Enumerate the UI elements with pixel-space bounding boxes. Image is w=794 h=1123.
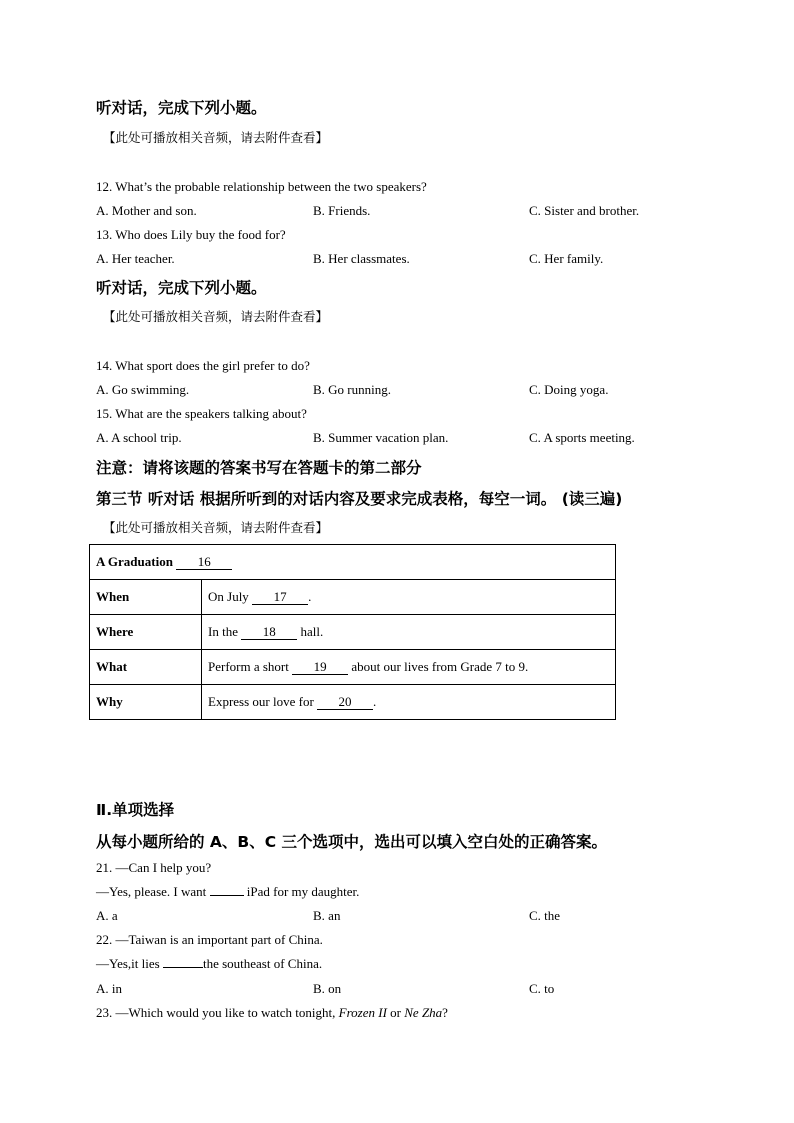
q12-option-c: C. Sister and brother. <box>529 203 640 218</box>
section-heading-1: 听对话，完成下列小题。 <box>96 99 267 117</box>
q14-option-a: A. Go swimming. <box>96 382 190 397</box>
row-text: Perform a short <box>208 658 293 674</box>
audio-note-2[interactable]: 【此处可播放相关音频，请去附件查看】 <box>103 309 329 324</box>
table-title-row <box>90 545 616 580</box>
q14-option-c: C. Doing yoga. <box>529 382 609 397</box>
table-row <box>90 615 616 650</box>
q21-text-pre: —Yes, please. I want <box>96 884 210 899</box>
q13-option-c: C. Her family. <box>529 251 604 266</box>
q22-text-post: the southeast of China. <box>202 956 323 971</box>
q23-movie-1: Frozen II <box>338 1005 387 1020</box>
q22-option-a: A. in <box>96 981 122 996</box>
blank-16: 16 <box>176 555 232 570</box>
question-22: 22. —Taiwan is an important part of China. <box>96 932 323 947</box>
q22-option-c: C. to <box>529 981 555 996</box>
row-key-when: When <box>90 580 202 615</box>
table-row <box>90 580 616 615</box>
blank-20: 20 <box>317 695 373 710</box>
section-heading-2: 听对话，完成下列小题。 <box>96 279 267 297</box>
q13-option-b: B. Her classmates. <box>313 251 410 266</box>
question-21: 21. —Can I help you? <box>96 860 212 875</box>
part2-heading: Ⅱ.单项选择 <box>96 801 175 819</box>
table-row <box>90 650 616 685</box>
question-14: 14. What sport does the girl prefer to do? <box>96 358 310 373</box>
question-22-line2 <box>96 956 322 972</box>
blank-17: 17 <box>252 590 308 605</box>
answer-notice: 注意：请将该题的答案书写在答题卡的第二部分 <box>96 459 422 477</box>
q22-text-pre: —Yes,it lies <box>96 956 163 971</box>
question-21-line2 <box>96 884 359 900</box>
graduation-table <box>89 544 616 720</box>
row-key-why: Why <box>90 685 202 720</box>
row-key-what: What <box>90 650 202 685</box>
q21-text-post: iPad for my daughter. <box>243 884 360 899</box>
q15-option-c: C. A sports meeting. <box>529 430 635 445</box>
q22-option-b: B. on <box>313 981 342 996</box>
row-text: hall. <box>297 623 324 639</box>
part2-instruction: 从每小题所给的 A、B、C 三个选项中，选出可以填入空白处的正确答案。 <box>96 833 607 851</box>
row-text: Express our love for <box>208 693 318 709</box>
row-text: In the <box>208 623 242 639</box>
row-text: . <box>308 588 312 604</box>
q22-blank <box>163 967 203 968</box>
question-23 <box>96 1005 448 1021</box>
q21-blank <box>210 895 244 896</box>
q14-option-b: B. Go running. <box>313 382 391 397</box>
row-text: . <box>373 693 377 709</box>
q23-text-mid: or <box>386 1005 405 1020</box>
row-key-where: Where <box>90 615 202 650</box>
q21-option-b: B. an <box>313 908 341 923</box>
q12-option-a: A. Mother and son. <box>96 203 197 218</box>
q23-text-pre: 23. —Which would you like to watch tonight, <box>96 1005 339 1020</box>
blank-19: 19 <box>292 660 348 675</box>
q13-option-a: A. Her teacher. <box>96 251 175 266</box>
q21-option-a: A. a <box>96 908 118 923</box>
q21-option-c: C. the <box>529 908 561 923</box>
row-text: about our lives from Grade 7 to 9. <box>348 658 529 674</box>
question-15: 15. What are the speakers talking about? <box>96 406 307 421</box>
q12-option-b: B. Friends. <box>313 203 371 218</box>
part3-heading: 第三节 听对话 根据所听到的对话内容及要求完成表格，每空一词。 (读三遍) <box>96 490 623 508</box>
question-13: 13. Who does Lily buy the food for? <box>96 227 286 242</box>
q15-option-b: B. Summer vacation plan. <box>313 430 449 445</box>
row-text: On July <box>208 588 253 604</box>
audio-note-1[interactable]: 【此处可播放相关音频，请去附件查看】 <box>103 130 329 145</box>
q23-movie-2: Ne Zha <box>404 1005 443 1020</box>
blank-18: 18 <box>241 625 297 640</box>
q15-option-a: A. A school trip. <box>96 430 182 445</box>
q23-text-post: ? <box>442 1005 448 1020</box>
question-12: 12. What’s the probable relationship between the two speakers? <box>96 179 427 194</box>
table-row <box>90 685 616 720</box>
table-title: A Graduation <box>96 553 177 569</box>
audio-note-3[interactable]: 【此处可播放相关音频，请去附件查看】 <box>103 520 329 535</box>
